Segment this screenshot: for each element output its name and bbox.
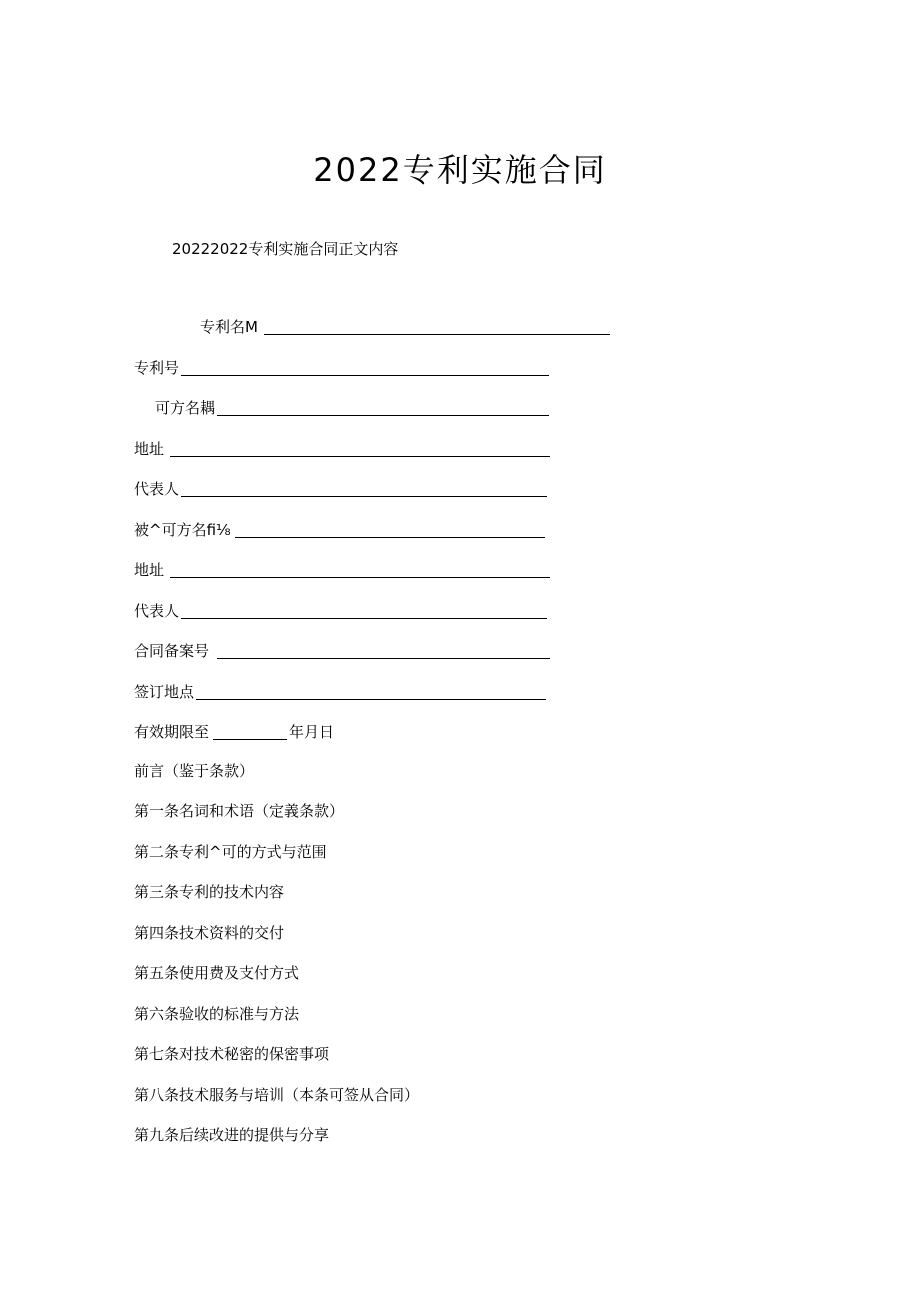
field-licensor-address	[134, 436, 550, 460]
section-heading: 第六条验收的标准与方法	[134, 1005, 300, 1023]
validity-suffix: 年月日	[289, 723, 335, 741]
field-licensor-representative	[134, 476, 547, 500]
blank-line	[196, 699, 546, 700]
field-patent-number	[134, 355, 549, 379]
section-heading: 第一条名词和术语（定義条款）	[134, 802, 345, 820]
field-label: 被^可方名fi⅛	[134, 521, 231, 539]
blank-line	[217, 658, 550, 659]
blank-line	[213, 739, 287, 740]
section-heading: 第八条技术服务与培训（本条可签从合同）	[134, 1086, 420, 1104]
field-licensor-name	[155, 395, 549, 419]
blank-line	[235, 537, 545, 538]
section-heading: 前言（鉴于条款）	[134, 762, 255, 780]
field-licensee-name	[134, 517, 545, 541]
field-label: 合同备案号	[134, 642, 210, 660]
document-title: 2022专利实施合同	[313, 151, 607, 189]
section-heading: 第三条专利的技术内容	[134, 883, 285, 901]
field-label: 代表人	[134, 602, 180, 620]
field-contract-record-number	[134, 638, 550, 662]
blank-line	[217, 415, 549, 416]
section-heading: 第四条技术资料的交付	[134, 924, 285, 942]
field-licensee-address	[134, 557, 550, 581]
field-label: 可方名耦	[155, 399, 216, 417]
section-heading: 第九条后续改进的提供与分享	[134, 1126, 330, 1144]
blank-line	[181, 496, 547, 497]
section-heading: 第二条专利^可的方式与范围	[134, 843, 327, 861]
field-licensee-representative	[134, 598, 547, 622]
blank-line	[181, 618, 547, 619]
validity-prefix: 有效期限至	[134, 723, 210, 741]
document-subtitle: 20222022专利实施合同正文内容	[172, 240, 399, 258]
field-patent-name	[200, 314, 610, 338]
field-label: 代表人	[134, 480, 180, 498]
field-label: 签订地点	[134, 683, 195, 701]
field-label: 专利号	[134, 359, 180, 377]
blank-line	[170, 456, 550, 457]
section-heading: 第七条对技术秘密的保密事项	[134, 1045, 330, 1063]
section-heading: 第五条使用费及支付方式	[134, 964, 300, 982]
blank-line	[181, 375, 549, 376]
field-label: 地址	[134, 561, 165, 579]
blank-line	[170, 577, 550, 578]
blank-line	[264, 334, 610, 335]
field-validity-period	[134, 719, 334, 743]
field-label: 地址	[134, 440, 165, 458]
field-label: 专利名M	[200, 318, 258, 336]
field-signing-place	[134, 679, 546, 703]
